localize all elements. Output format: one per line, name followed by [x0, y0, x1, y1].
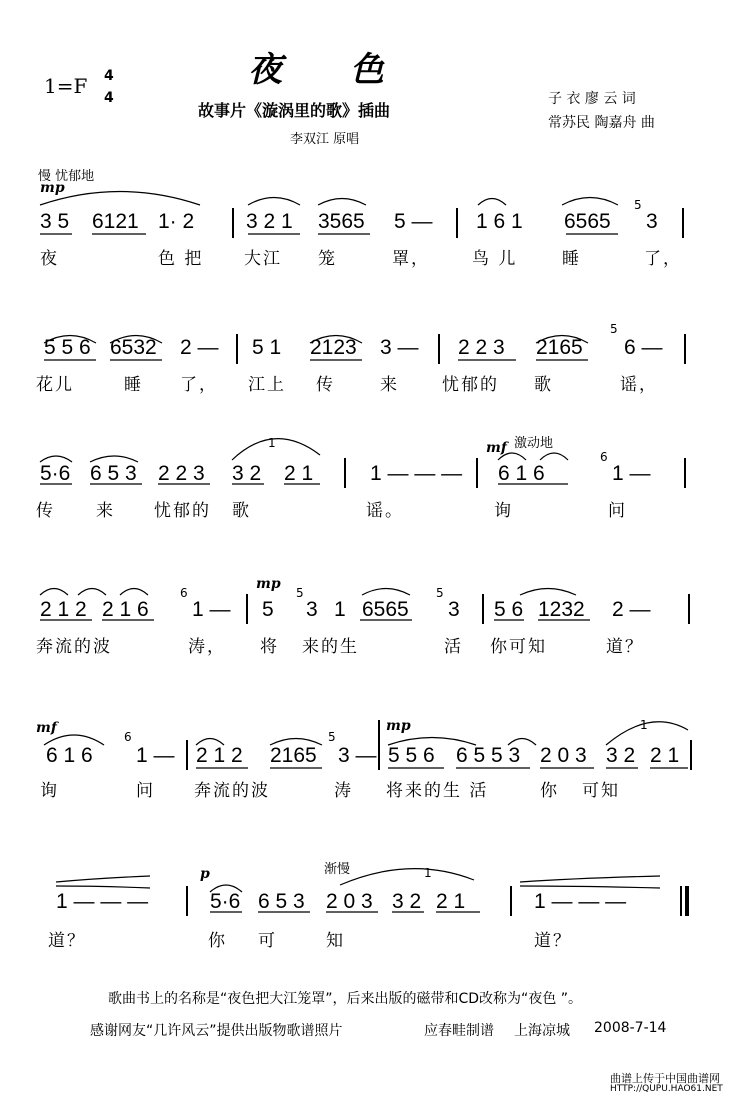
line5-note: 6 1 6 [46, 744, 93, 767]
grace-note: 6 [600, 450, 608, 464]
line3-note: 1 — [612, 462, 651, 485]
dynamic-mf: mf [36, 720, 57, 736]
dynamic-mp: mp [386, 718, 411, 734]
line5-lyric: 涛 [334, 781, 353, 801]
line6-note: 6 5 3 [258, 890, 305, 913]
line4-note: 5 6 [494, 598, 524, 621]
bar-line [378, 720, 380, 770]
dynamic-mp: mp [256, 576, 281, 592]
line2-note: 6532 [110, 336, 157, 359]
line4-lyric: 活 [444, 637, 463, 657]
final-bar-line [680, 886, 682, 916]
time-signature-top: 4 [104, 68, 114, 84]
line1-lyric: 色 把 [158, 249, 204, 269]
line3-note: 5·6 [40, 462, 71, 485]
line1-note: 5 — [394, 210, 433, 233]
expression-marking: 激动地 [514, 436, 554, 451]
bar-line [186, 886, 188, 916]
line2-lyric: 来 [380, 375, 399, 395]
line2-note: 5 5 6 [44, 336, 91, 359]
tempo-change-marking: 渐慢 [324, 862, 351, 877]
line2-note: 2 2 3 [458, 336, 505, 359]
singer-credit: 李双江 原唱 [290, 132, 360, 147]
line1-lyric: 笼 [318, 249, 337, 269]
line5-lyric: 你 [540, 781, 559, 801]
footer-thanks: 感谢网友“几许风云”提供出版物歌谱照片 [90, 1023, 343, 1039]
line6-note: 1 — — — [534, 890, 627, 913]
line4-note: 1 — [192, 598, 231, 621]
line5-note: 2 1 2 [196, 744, 243, 767]
line6-note: 5·6 [210, 890, 241, 913]
line3-note: 6 1 6 [498, 462, 545, 485]
lyricist-credit: 子 衣 廖 云 词 [548, 91, 636, 107]
line2-note: 2 — [180, 336, 219, 359]
line2-note: 2165 [536, 336, 583, 359]
line1-note: 3 [646, 210, 658, 233]
line4-note: 1232 [538, 598, 585, 621]
grace-note: 5 [328, 730, 336, 744]
line6-lyric: 道？ [534, 931, 572, 951]
line5-lyric: 奔流的波 [194, 781, 270, 801]
line5-lyric: 将来的生 活 [386, 781, 489, 801]
bar-line [232, 208, 234, 238]
line3-lyric: 询 [494, 501, 513, 521]
bar-line [682, 208, 684, 238]
line3-lyric: 来 [96, 501, 115, 521]
footer-place: 上海凉城 [514, 1023, 570, 1039]
final-bar-line-thick [685, 886, 689, 916]
line4-note: 3 [306, 598, 318, 621]
bar-line [510, 886, 512, 916]
grace-note: 5 [610, 322, 618, 336]
time-signature-bottom: 4 [104, 90, 114, 106]
bar-line [688, 594, 690, 624]
line5-note: 2 0 3 [540, 744, 587, 767]
bar-line [344, 458, 346, 488]
line4-note: 1 [334, 598, 346, 621]
line2-note: 6 — [624, 336, 663, 359]
bar-line [186, 740, 188, 770]
grace-note: 5 [634, 198, 642, 212]
dynamic-mp: mp [40, 180, 65, 196]
line1-lyric: 罩， [392, 249, 430, 269]
line1-lyric: 夜 [40, 249, 59, 269]
line6-lyric: 道？ [48, 931, 86, 951]
line4-lyric: 涛， [188, 637, 226, 657]
page-subtitle: 故事片《漩涡里的歌》插曲 [198, 101, 391, 120]
line6-lyric: 可 [258, 931, 277, 951]
grace-note: 1 [424, 866, 432, 880]
line5-lyric: 问 [136, 781, 155, 801]
bar-line [456, 208, 458, 238]
dynamic-mf: mf [486, 440, 507, 456]
line3-note: 2 1 [284, 462, 314, 485]
line4-lyric: 将 [260, 637, 279, 657]
line5-lyric: 可知 [582, 781, 620, 801]
line2-lyric: 花儿 [36, 375, 74, 395]
bar-line [690, 740, 692, 770]
line1-note: 3565 [318, 210, 365, 233]
line4-lyric: 奔流的波 [36, 637, 112, 657]
line5-note: 5 5 6 [388, 744, 435, 767]
line1-note: 6565 [564, 210, 611, 233]
line5-note: 3 — [338, 744, 377, 767]
line3-note: 1 — — — [370, 462, 463, 485]
watermark-url: HTTP://QUPU.HAO61.NET [610, 1084, 723, 1094]
line4-note: 2 1 2 [40, 598, 87, 621]
line3-lyric: 谣。 [366, 501, 404, 521]
line3-lyric: 问 [608, 501, 627, 521]
bar-line [246, 594, 248, 624]
line5-note: 1 — [136, 744, 175, 767]
grace-note: 6 [124, 730, 132, 744]
grace-note: 5 [296, 586, 304, 600]
line2-lyric: 江上 [248, 375, 286, 395]
line2-note: 2123 [310, 336, 357, 359]
line2-lyric: 谣， [620, 375, 658, 395]
line1-lyric: 鸟 儿 [472, 249, 518, 269]
footer-date: 2008-7-14 [594, 1020, 667, 1036]
dynamic-p: p [200, 866, 210, 882]
line5-note: 2 1 [650, 744, 680, 767]
line1-lyric: 大江 [244, 249, 282, 269]
line2-lyric: 睡 [124, 375, 143, 395]
grace-note: 1 [640, 718, 648, 732]
line1-note: 3 2 1 [246, 210, 293, 233]
line1-lyric: 睡 [562, 249, 581, 269]
bar-line [476, 458, 478, 488]
footer-maker: 应春畦制谱 [424, 1023, 494, 1039]
bar-line [236, 334, 238, 364]
line6-note: 2 1 [436, 890, 466, 913]
line6-note: 3 2 [392, 890, 422, 913]
line4-lyric: 来的生 [302, 637, 359, 657]
line3-note: 2 2 3 [158, 462, 205, 485]
line6-lyric: 你 [208, 931, 227, 951]
line4-note: 2 1 6 [102, 598, 149, 621]
line3-note: 6 5 3 [90, 462, 137, 485]
line4-lyric: 你可知 [490, 637, 547, 657]
line6-note: 2 0 3 [326, 890, 373, 913]
line5-note: 6 5 5 3 [456, 744, 521, 767]
page-title: 夜 色 [248, 50, 384, 90]
bar-line [438, 334, 440, 364]
line1-note: 1 6 1 [476, 210, 523, 233]
line1-note: 1· 2 [158, 210, 195, 233]
line6-lyric: 知 [326, 931, 345, 951]
bar-line [684, 334, 686, 364]
line2-lyric: 了， [180, 375, 218, 395]
line1-note: 3 5 [40, 210, 70, 233]
line3-lyric: 忧郁的 [154, 501, 211, 521]
footer-note: 歌曲书上的名称是“夜色把大江笼罩”，后来出版的磁带和CD改称为“夜色 ”。 [108, 991, 583, 1007]
composer-credit: 常苏民 陶嘉舟 曲 [548, 115, 655, 131]
line1-lyric: 了， [644, 249, 682, 269]
watermark: 曲谱上传于中国曲谱网 [610, 1072, 720, 1085]
line5-note: 3 2 [606, 744, 636, 767]
grace-note: 6 [180, 586, 188, 600]
line4-note: 3 [448, 598, 460, 621]
line3-note: 3 2 [232, 462, 262, 485]
line4-lyric: 道？ [606, 637, 644, 657]
line4-note: 5 [262, 598, 274, 621]
key-signature: 1=F [44, 74, 88, 98]
line5-lyric: 询 [40, 781, 59, 801]
line2-note: 5 1 [252, 336, 282, 359]
line3-lyric: 歌 [232, 501, 251, 521]
line2-lyric: 传 [316, 375, 335, 395]
line4-note: 2 — [612, 598, 651, 621]
bar-line [684, 458, 686, 488]
line4-note: 6565 [362, 598, 409, 621]
line2-lyric: 忧郁的 [442, 375, 499, 395]
line3-lyric: 传 [36, 501, 55, 521]
line2-lyric: 歌 [534, 375, 553, 395]
grace-note: 1 [268, 436, 276, 450]
grace-note: 5 [436, 586, 444, 600]
line5-note: 2165 [270, 744, 317, 767]
line6-note: 1 — — — [56, 890, 149, 913]
line1-note: 6121 [92, 210, 139, 233]
bar-line [482, 594, 484, 624]
tempo-marking: 慢 忧郁地 [38, 169, 95, 184]
line2-note: 3 — [380, 336, 419, 359]
